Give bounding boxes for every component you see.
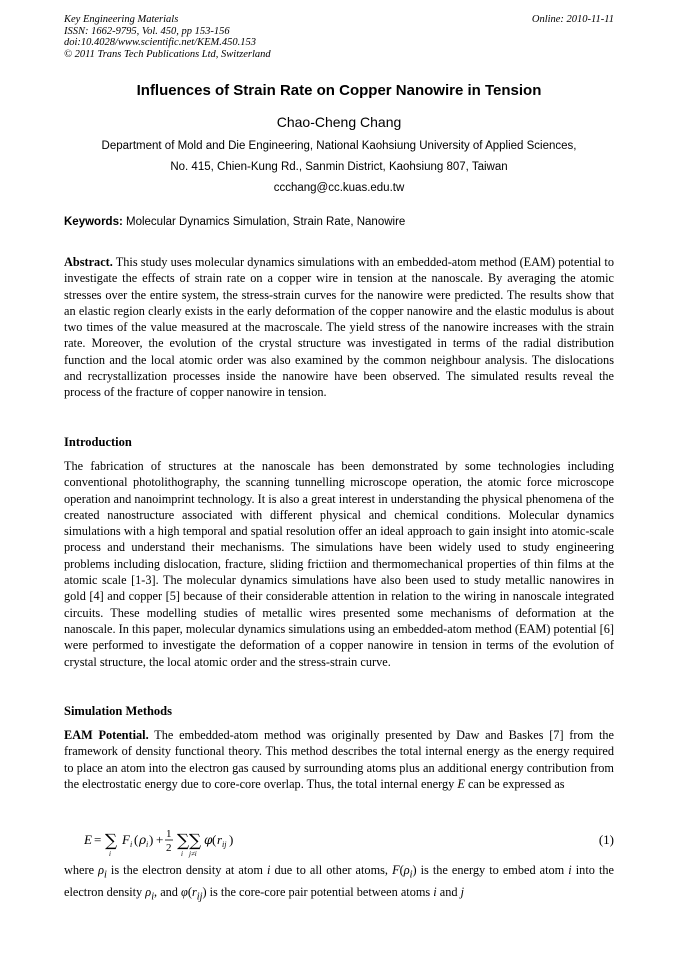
rho-i-symbol-2: $\rho_i$ — [145, 884, 155, 903]
author-email: ccchang@cc.kuas.edu.tw — [273, 182, 405, 194]
equation-number: (1) — [598, 832, 614, 847]
journal-name: Key Engineering Materials — [64, 14, 179, 25]
doi-line: doi:10.4028/www.scientific.net/KEM.450.153 — [64, 37, 256, 48]
methods-heading: Simulation Methods — [64, 704, 173, 718]
phi-symbol: φ — [181, 884, 188, 899]
issn-line: ISSN: 1662-9795, Vol. 450, pp 153-156 — [64, 25, 230, 37]
eam-text: The embedded-atom method was originally presented by Daw and Baskes [7] from the framework of density functional theory. This method describes the total internal energy as the energy required to place an atom into the electron gas caused by surrounding atoms plus an additional energy contribution from the electrostatic energy due to core-core overlap. Thus, the total internal energy — [64, 728, 614, 791]
svg-text:i: i — [109, 850, 111, 858]
f-rho-symbol: F — [392, 863, 400, 877]
eam-paragraph — [64, 727, 614, 792]
svg-text:(: ( — [212, 832, 217, 847]
svg-text:i: i — [146, 840, 149, 849]
paper-title: Influences of Strain Rate on Copper Nanowire in Tension — [136, 82, 542, 99]
svg-text:i: i — [130, 840, 133, 849]
copyright-line: © 2011 Trans Tech Publications Ltd, Switzerland — [64, 48, 271, 60]
eam-tail: can be expressed as — [464, 776, 565, 791]
introduction-heading: Introduction — [64, 435, 132, 449]
equation-formula — [84, 826, 254, 862]
svg-text:ρ: ρ — [139, 833, 147, 847]
equation-1 — [84, 822, 614, 862]
abstract — [64, 254, 614, 401]
where-text-2: is the electron density at atom — [106, 863, 268, 877]
keywords-text: Molecular Dynamics Simulation, Strain Rate, Nanowire — [122, 216, 406, 228]
svg-text:=: = — [94, 832, 102, 847]
where-text-7: is the core-core pair potential between atoms — [209, 884, 434, 899]
svg-text:2: 2 — [166, 842, 172, 854]
svg-text:∑: ∑ — [177, 831, 190, 851]
r-ij-symbol: $r_{ij}$ — [191, 884, 203, 903]
affiliation-line-2: No. 415, Chien-Kung Rd., Sanmin District, Kaohsiung 807, Taiwan — [170, 161, 508, 173]
author-name: Chao-Cheng Chang — [276, 114, 402, 130]
svg-text:F: F — [122, 832, 130, 847]
where-text-6: , and — [154, 884, 182, 899]
j-symbol: j — [460, 884, 465, 899]
svg-text:r: r — [217, 832, 223, 847]
keywords-label: Keywords: — [64, 216, 123, 228]
svg-text:1: 1 — [166, 828, 172, 840]
svg-text:∑: ∑ — [189, 831, 202, 851]
online-date: Online: 2010-11-11 — [531, 14, 614, 25]
i-symbol: i — [267, 863, 271, 877]
svg-text:+: + — [156, 832, 164, 847]
svg-text:): ) — [149, 832, 154, 847]
where-paragraph: where $\rho_i$ is the electron density at atom i due to all other atoms, $F(\rho_i)$ is the energy to embed atom i into the electron density $\rho_i$, and $\varphi(r_{ij})$ is the core-core pair potential between atoms i and j — [64, 863, 614, 903]
energy-symbol: E — [457, 776, 465, 791]
where-text-4: is the energy to embed atom — [416, 863, 569, 877]
rho-i-arg: $\rho_i$ — [403, 863, 413, 881]
affiliation-line-1: Department of Mold and Die Engineering, National Kaohsiung University of Applied Sciences, — [101, 140, 577, 152]
svg-text:∑: ∑ — [105, 831, 118, 851]
where-text-8: and — [436, 884, 461, 899]
where-text-3: due to all other atoms, — [270, 863, 393, 877]
abstract-label: Abstract. — [64, 255, 113, 269]
svg-text:i: i — [181, 850, 183, 858]
where-text-1: where — [64, 863, 99, 877]
svg-text:φ: φ — [204, 833, 213, 847]
svg-text:j≠i: j≠i — [189, 850, 197, 858]
keywords — [64, 216, 614, 228]
svg-text:E: E — [84, 832, 92, 847]
introduction-text: The fabrication of structures at the nanoscale has been demonstrated by some technologies including conventional photolithography, the scanning tunnelling microscope operation, the atomic force microscope operation and nanoimprint technology. It is also a great interest in understanding the physical phenomena of the created nanostructure associated with different physical and chemical conditions. Molecular dynamics simulations with a high temporal and spatial resolution offer an ideal approach to gain insight into atomic-scale process and understand their mechanisms. The simulations have been widely used to study engineering problems including dislocation, fracture, sliding frictiion and thermomechanical properties of thin films at the atomic scale [1-3]. The molecular dynamics simulations have also been used to study metallic nanowires in gold [4] and copper [5] because of their considerable attention in relation to the wiring in nanoscale integrated circuits. These modelling studies of metallic wires presented some mechanisms of deformation at the nanoscale. In this paper, molecular dynamics simulations using an embedded-atom method (EAM) potential [6] were performed to investigate the deformation of a copper nanowire in tension in terms of the evolution of crystal structure, the local atomic order and the stress-strain curve. — [64, 459, 614, 669]
i-symbol-3: i — [433, 884, 437, 899]
svg-text:(: ( — [134, 832, 139, 847]
i-symbol-2: i — [568, 863, 572, 877]
abstract-text: This study uses molecular dynamics simulations with an embedded-atom method (EAM) potential to investigate the effects of strain rate on a copper wire in tension at the nanoscale. By averaging the atomic stresses over the entire system, the stress-strain curves for the nanowire were predicted. The results show that an elastic region clearly exists in the early deformation of the copper nanowire and the elastic modulus is about two times of the value measured at the macroscale. The yield stress of the nanowire increases with the strain rate. Moreover, the evolution of the crystal structure was investigated in terms of the radial distribution function and the local atomic order was also examined by the common neighbour analysis. The dislocations and recrystallization processes inside the nanowire have been observed. The simulated results reveal the process of the fracture of copper nanowire in tension. — [64, 255, 614, 400]
rho-i-symbol: $\rho_i$ — [98, 863, 107, 881]
where-text-5: into the electron density — [64, 863, 614, 899]
journal-metadata — [64, 14, 271, 60]
svg-text:): ) — [229, 832, 234, 847]
eam-label: EAM Potential. — [64, 728, 149, 742]
svg-text:ij: ij — [222, 840, 227, 849]
